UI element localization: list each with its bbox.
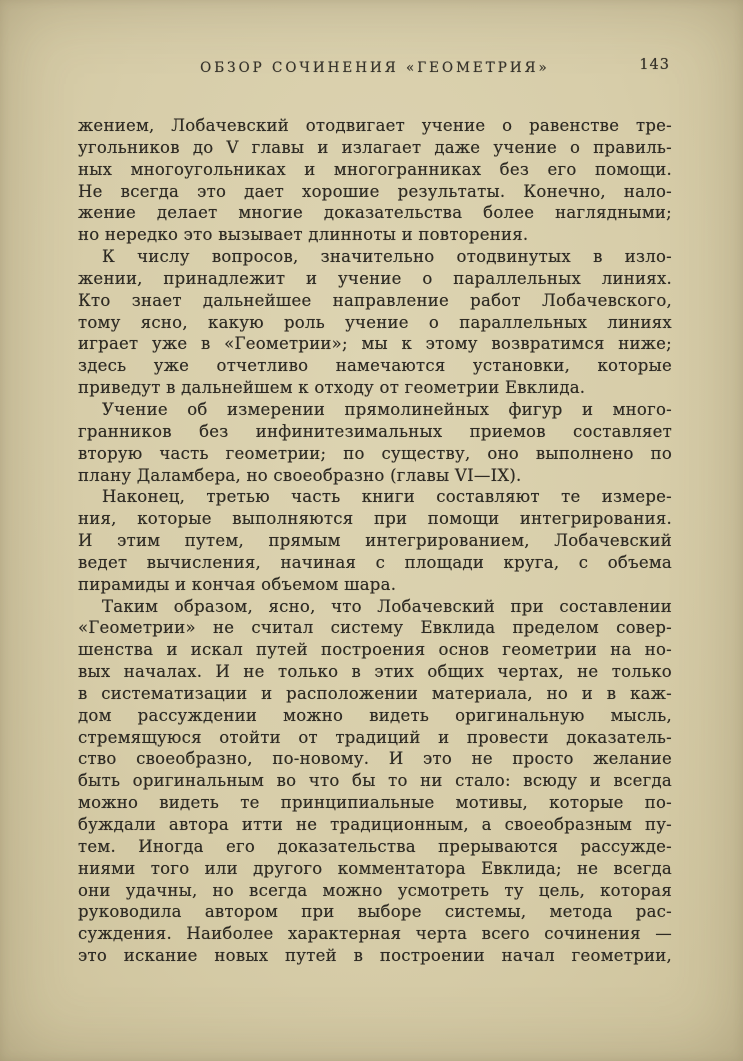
text-line: жение делает многие доказательства более наглядными;: [78, 203, 672, 223]
text-line: руководила автором при выборе системы, метода рас-: [78, 902, 672, 922]
text-line: плану Даламбера, но своеобразно (главы VI—IX).: [78, 465, 522, 485]
chapter-title: ОБЗОР СОЧИНЕНИЯ «ГЕОМЕТРИЯ»: [200, 60, 550, 76]
paragraph: [78, 596, 672, 967]
text-line: ных многоугольниках и многогранниках без его помощи.: [78, 159, 672, 179]
text-line: здесь уже отчетливо намечаются установки, которые: [78, 356, 672, 376]
text-line: «Геометрии» не считал систему Евклида пределом совер-: [78, 618, 672, 638]
running-header: [78, 57, 672, 77]
text-line: вторую часть геометрии; по существу, оно выполнено по: [78, 443, 672, 463]
text-line: стремящуюся отойти от традиций и провести доказатель-: [78, 727, 672, 747]
text-line: ство своеобразно, по-новому. И это не просто желание: [78, 749, 672, 769]
text-line: тому ясно, какую роль учение о параллельных линиях: [78, 312, 672, 332]
text-line: ведет вычисления, начиная с площади круга, с объема: [78, 552, 672, 572]
text-line: быть оригинальным во что бы то ни стало: всюду и всегда: [78, 771, 672, 791]
text-line: буждали автора итти не традиционным, а своеобразным пу-: [78, 815, 672, 834]
paragraph: [78, 486, 672, 595]
text-line: шенства и искал путей построения основ геометрии на но-: [78, 640, 672, 660]
text-line: ния, которые выполняются при помощи интегрирования.: [78, 509, 672, 529]
text-line: вых началах. И не только в этих общих чертах, не только: [78, 662, 672, 682]
text-line: пирамиды и кончая объемом шара.: [78, 574, 397, 594]
paragraph: [78, 115, 672, 246]
text-line: гранников без инфинитезимальных приемов составляет: [78, 421, 672, 441]
text-line: Кто знает дальнейшее направление работ Лобачевского,: [78, 290, 672, 310]
text-line: жении, принадлежит и учение о параллельных линиях.: [78, 268, 672, 288]
text-line: Не всегда это дает хорошие результаты. Конечно, нало-: [78, 181, 672, 201]
text-line: приведут в дальнейшем к отходу от геометрии Евклида.: [78, 378, 586, 398]
text-line: но нередко это вызывает длинноты и повторения.: [78, 225, 529, 245]
paragraph: [78, 246, 672, 399]
text-block: [78, 115, 672, 967]
text-line: играет уже в «Геометрии»; мы к этому возвратимся ниже;: [78, 334, 672, 354]
page-number: 143: [639, 57, 670, 73]
text-line: дом рассуждении можно видеть оригинальную мысль,: [78, 705, 672, 725]
paragraph: [78, 399, 672, 486]
text-line: К числу вопросов, значительно отодвинутых в изло-: [102, 247, 672, 267]
text-line: тем. Иногда его доказательства прерываются рассужде-: [78, 836, 672, 856]
text-line: это искание новых путей в построении начал геометрии,: [78, 946, 672, 966]
text-line: в систематизации и расположении материала, но и в каж-: [78, 683, 672, 703]
text-line: суждения. Наиболее характерная черта всего сочинения —: [78, 924, 672, 944]
text-line: угольников до V главы и излагает даже учение о правиль-: [78, 137, 672, 157]
text-line: Учение об измерении прямолинейных фигур и много-: [102, 399, 672, 419]
text-line: они удачны, но всегда можно усмотреть ту цель, которая: [78, 880, 672, 900]
text-line: Наконец, третью часть книги составляют те измере-: [102, 487, 672, 507]
text-line: жением, Лобачевский отодвигает учение о равенстве тре-: [78, 116, 672, 135]
text-line: Таким образом, ясно, что Лобачевский при составлении: [102, 596, 672, 616]
text-line: И этим путем, прямым интегрированием, Лобачевский: [78, 531, 672, 551]
text-line: ниями того или другого комментатора Евклида; не всегда: [78, 858, 672, 878]
text-line: можно видеть те принципиальные мотивы, которые по-: [78, 793, 672, 813]
